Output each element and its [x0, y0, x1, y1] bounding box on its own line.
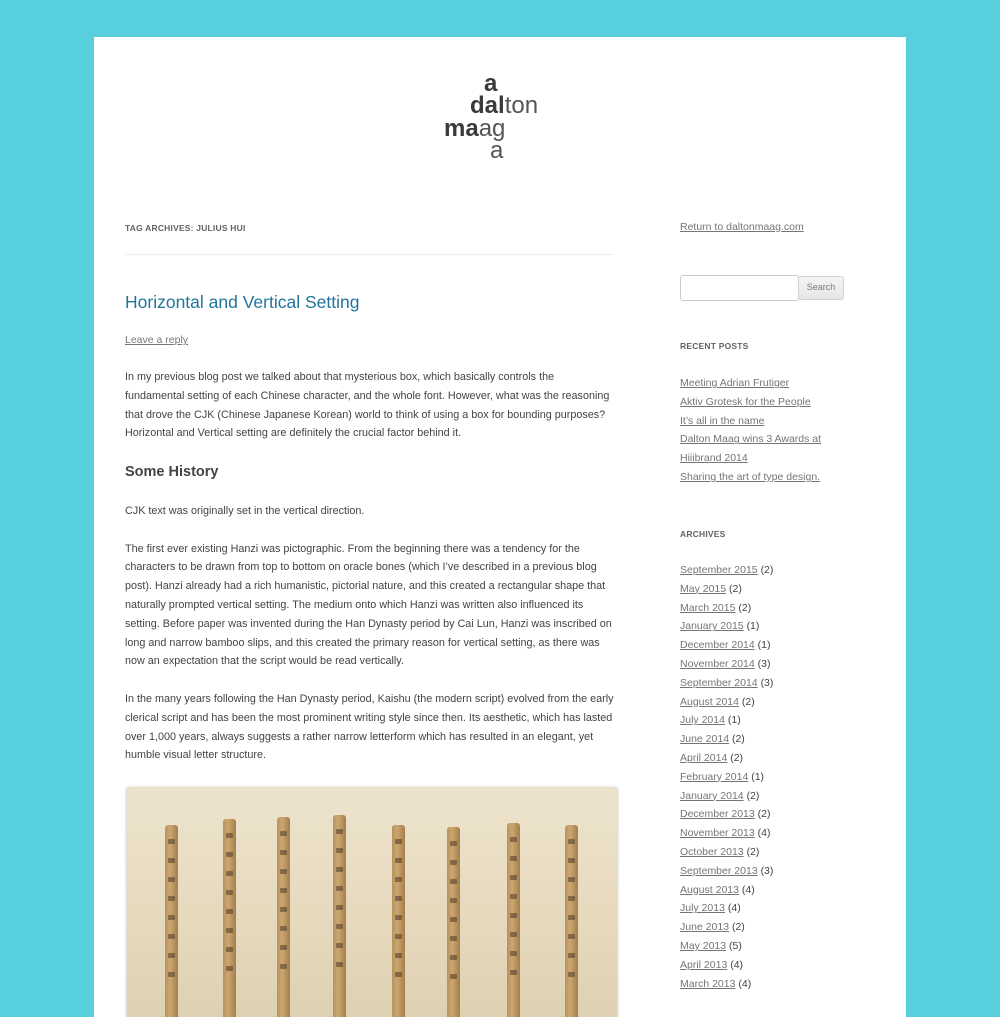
archive-item — [680, 768, 880, 787]
site-logo[interactable] — [444, 72, 564, 167]
search-input[interactable] — [680, 275, 799, 301]
logo-dal: dal — [470, 92, 505, 119]
section-heading: Some History — [125, 463, 219, 480]
logo-ton: ton — [504, 92, 539, 119]
archive-month-link[interactable]: November 2013 — [680, 827, 755, 840]
page-container — [94, 37, 906, 1017]
archive-month-link[interactable]: December 2013 — [680, 808, 755, 821]
archive-month-link[interactable]: May 2015 — [680, 582, 727, 595]
archive-count: (3) — [760, 864, 774, 877]
archive-item — [680, 749, 880, 768]
archive-month-link[interactable]: June 2014 — [680, 733, 730, 746]
archive-month-link[interactable]: December 2014 — [680, 639, 755, 652]
archive-item — [680, 693, 880, 712]
archive-count: (1) — [727, 714, 741, 727]
return-link[interactable]: Return to daltonmaag.com — [680, 221, 804, 233]
archive-count: (4) — [738, 977, 752, 990]
bamboo-slip — [392, 825, 405, 1017]
archive-count: (1) — [746, 620, 760, 633]
archive-item — [680, 730, 880, 749]
archive-item — [680, 711, 880, 730]
archive-count: (2) — [746, 845, 760, 858]
archive-count: (2) — [729, 582, 742, 595]
bamboo-slip — [565, 825, 578, 1017]
archive-month-link[interactable]: August 2014 — [680, 695, 739, 708]
archive-item — [680, 674, 880, 693]
archive-month-link[interactable]: March 2015 — [680, 601, 736, 614]
recent-posts-list — [680, 374, 880, 487]
archive-month-link[interactable]: November 2014 — [680, 657, 755, 670]
archive-month-link[interactable]: August 2013 — [680, 883, 739, 896]
archive-item — [680, 862, 880, 881]
archive-item — [680, 636, 880, 655]
archive-month-link[interactable]: May 2013 — [680, 939, 727, 952]
bamboo-slip — [507, 823, 520, 1017]
archive-count: (2) — [760, 564, 774, 576]
list-item — [680, 468, 880, 487]
archive-count: (3) — [757, 657, 771, 670]
history-paragraph-3: In the many years following the Han Dynasty period, Kaishu (the modern script) evolved from the early clerical script and has been the most prominent writing style since then. Its aesthetic, which has lasted over 1,000 years, always suggests a rather narrow letterform which has resulted in an elegant, yet humble visual letter structure. — [125, 692, 614, 762]
logo-ag: ag — [478, 115, 506, 142]
archive-month-link[interactable]: June 2013 — [680, 921, 730, 934]
archive-count: (5) — [729, 939, 742, 952]
list-item — [680, 412, 880, 431]
logo-letter-top: a — [484, 70, 498, 97]
archive-item — [680, 899, 880, 918]
archives-title: ARCHIVES — [680, 529, 726, 539]
archive-count: (1) — [757, 639, 771, 652]
history-paragraph-1: CJK text was originally set in the vertical direction. — [125, 504, 365, 517]
logo-ma: ma — [444, 115, 479, 142]
archive-count: (4) — [757, 827, 771, 840]
archive-month-link[interactable]: October 2013 — [680, 845, 744, 858]
archive-header: TAG ARCHIVES: JULIUS HUI — [125, 223, 246, 233]
archive-month-link[interactable]: September 2014 — [680, 676, 758, 689]
recent-post-link[interactable]: Sharing the art of type design. — [680, 470, 821, 483]
archive-item — [680, 975, 880, 994]
archive-item — [680, 655, 880, 674]
archive-item — [680, 599, 880, 618]
recent-post-link[interactable]: Meeting Adrian Frutiger — [680, 377, 790, 389]
archive-count: (4) — [727, 902, 741, 915]
recent-posts-title: RECENT POSTS — [680, 341, 749, 351]
archive-item — [680, 787, 880, 806]
archive-item — [680, 580, 880, 599]
search-button[interactable]: Search — [798, 276, 844, 300]
archive-month-link[interactable]: February 2014 — [680, 770, 749, 783]
history-paragraph-2: The first ever existing Hanzi was pictographic. From the beginning there was a tendency for the characters to be drawn from top to bottom on oracle bones (which I’ve described in a previous blog post). Hanzi already had a rich humanistic, pictorial nature, and this created a rectangular shape that naturally prompted vertical setting. The medium onto which Hanzi was written also influenced its setting. Before paper was invented during the Han Dynasty period by Cai Lun, Hanzi was inscribed on long and narrow bamboo slips, and this created the primary reason for vertical setting, as there was now an expectation that the script would be read vertically. — [125, 542, 612, 668]
archive-item — [680, 617, 880, 636]
archive-month-link[interactable]: September 2015 — [680, 564, 758, 576]
list-item — [680, 393, 880, 412]
archive-item — [680, 824, 880, 843]
archive-item — [680, 843, 880, 862]
archive-item — [680, 561, 880, 580]
archive-month-link[interactable]: March 2013 — [680, 977, 736, 990]
recent-post-link[interactable]: It’s all in the name — [680, 414, 765, 427]
archive-count: (4) — [741, 883, 755, 896]
archive-count: (3) — [760, 676, 774, 689]
archive-count: (2) — [757, 808, 771, 821]
header-divider — [125, 254, 614, 255]
archive-item — [680, 956, 880, 975]
recent-post-link[interactable]: Aktiv Grotesk for the People — [680, 395, 811, 408]
archive-month-link[interactable]: January 2015 — [680, 620, 744, 633]
archive-count: (2) — [741, 695, 755, 708]
archive-count: (2) — [731, 921, 745, 934]
archive-month-link[interactable]: April 2014 — [680, 751, 728, 764]
archive-count: (2) — [730, 751, 744, 764]
archive-item — [680, 937, 880, 956]
intro-paragraph: In my previous blog post we talked about that mysterious box, which basically controls the fundamental setting of each Chinese character, and the whole font. However, what was the reasoning that drove the CJK (Chinese Japanese Korean) world to think of using a box for bounding purposes? Horizontal and Vertical setting are definitely the crucial factor behind it. — [125, 371, 610, 440]
list-item — [680, 430, 865, 468]
archive-count: (2) — [738, 601, 752, 614]
archive-month-link[interactable]: July 2014 — [680, 714, 725, 727]
archive-month-link[interactable]: July 2013 — [680, 902, 725, 915]
bamboo-slip — [447, 827, 460, 1017]
archive-count: (4) — [730, 958, 744, 971]
archive-item — [680, 918, 880, 937]
post-content — [125, 368, 614, 784]
post-title-link[interactable]: Horizontal and Vertical Setting — [125, 292, 360, 312]
bamboo-slip — [165, 825, 178, 1017]
bamboo-slip — [277, 817, 290, 1017]
archive-month-link[interactable]: April 2013 — [680, 958, 728, 971]
bamboo-slip — [333, 815, 346, 1017]
archive-item — [680, 881, 880, 900]
bamboo-slips-photo — [127, 787, 617, 1017]
recent-post-link[interactable]: Dalton Maag wins 3 Awards at Hiiibrand 2014 — [680, 433, 822, 465]
archive-item — [680, 805, 880, 824]
archive-month-link[interactable]: September 2013 — [680, 864, 758, 877]
archive-month-link[interactable]: January 2014 — [680, 789, 744, 802]
archive-count: (2) — [731, 733, 745, 746]
archive-count: (1) — [751, 770, 765, 783]
list-item — [680, 374, 880, 393]
archives-list — [680, 561, 880, 993]
bamboo-slip — [223, 819, 236, 1017]
leave-reply-link[interactable]: Leave a reply — [125, 334, 189, 346]
archive-count: (2) — [746, 789, 760, 802]
logo-letter-bottom: a — [490, 137, 504, 164]
